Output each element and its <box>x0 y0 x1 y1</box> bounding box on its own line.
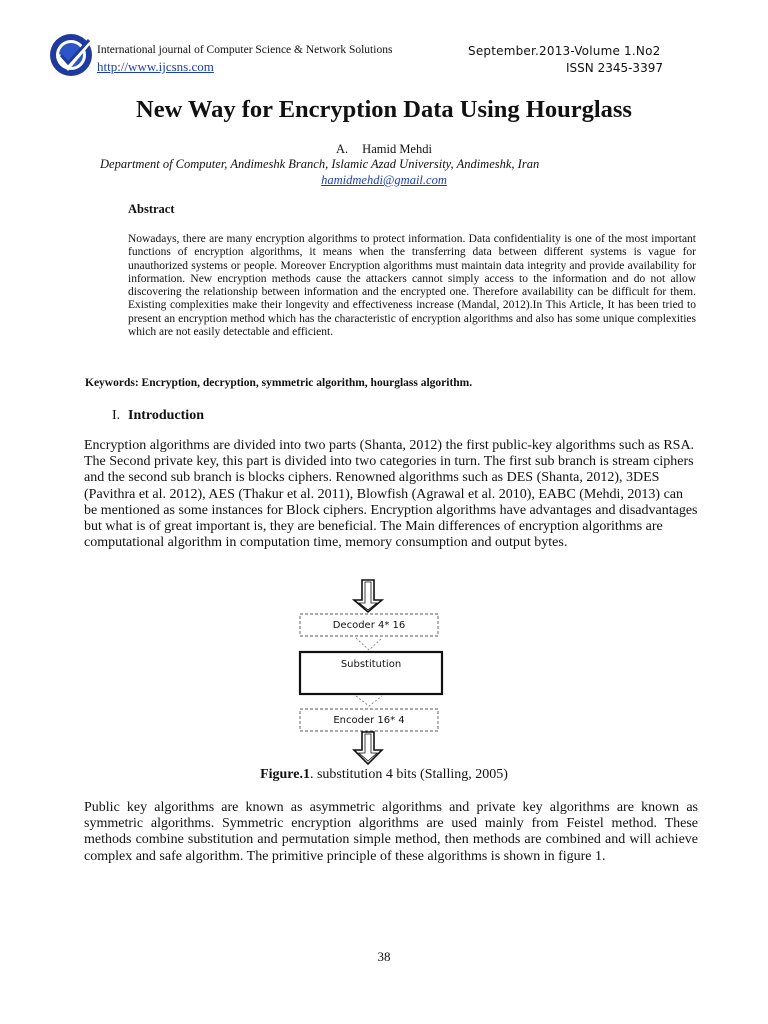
issue-info: September.2013-Volume 1.No2 <box>468 44 661 58</box>
figure-caption-text: . substitution 4 bits (Stalling, 2005) <box>309 767 508 782</box>
figure-label: Figure.1 <box>260 767 310 782</box>
body-paragraph-1: Encryption algorithms are divided into two parts (Shanta, 2012) the first public-key algorithms such as RSA. The Second private key, this part is divided into two categories in turn. The first sub branch is stream ciphers and the second sub branch is blocks ciphers. Renowned algorithms such as DES (Shanta, 2012), 3DES (Pavithra et al. 2012), AES (Thakur et al. 2011), Blowfish (Agrawal et al. 2010), EABC (Mehdi, 2013) can be mentioned as some instances for Block ciphers. Encryption algorithms have advantages and disadvantages but what is of great important is, they are beneficial. The Main differences of encryption algorithms are computational algorithm in computation time, memory consumption and output bytes. <box>84 438 698 551</box>
abstract-heading: Abstract <box>128 202 175 216</box>
issn: ISSN 2345-3397 <box>566 61 663 75</box>
author-name: Hamid Mehdi <box>362 142 432 156</box>
substitution-figure <box>290 578 460 766</box>
output-arrow-icon <box>354 732 382 764</box>
section-number: I. <box>112 408 121 423</box>
author-affiliation: Department of Computer, Andimeshk Branch, Islamic Azad University, Andimeshk, Iran <box>100 157 540 171</box>
journal-logo-checkmark-icon <box>46 30 96 80</box>
body-paragraph-2: Public key algorithms are known as asymmetric algorithms and private key algorithms are known as symmetric algorithms. Symmetric encryption algorithms are used mainly from Feistel method. These methods combine substitution and permutation simple method, then methods are combined and will achieve complex and safe algorithm. The primitive principle of these algorithms is shown in figure 1. <box>84 800 698 864</box>
abstract-text: Nowadays, there are many encryption algorithms to protect information. Data confidentiality is one of the most important functions of encryption algorithms, it means when the transferring data between different systems is vague for unauthorized systems or people. Moreover Encryption algorithms must maintain data integrity and provide availability for information. New encryption methods cause the attackers cannot simply access to the information and do not allow discovering the relationship between information and the encrypted one. Therefore availability can be difficult for them. Existing complexities make their longevity and effectiveness increase (Mandal, 2012).In This Article, It has been tried to present an encryption method which has the characteristic of encryption algorithms and also has some unique complexities which are not easily detectable and efficient. <box>128 233 696 339</box>
journal-name: International journal of Computer Science & Network Solutions <box>97 44 393 56</box>
figure-caption <box>0 767 768 783</box>
author-number: A. <box>336 142 349 156</box>
section-title: Introduction <box>128 408 204 423</box>
page-number: 38 <box>377 949 391 964</box>
paper-title: New Way for Encryption Data Using Hourglass <box>136 96 632 123</box>
encoder-label: Encoder 16* 4 <box>333 715 405 726</box>
author-email-link[interactable]: hamidmehdi@gmail.com <box>321 173 447 187</box>
input-arrow-icon <box>354 580 382 612</box>
decoder-label: Decoder 4* 16 <box>332 620 406 631</box>
author-line <box>0 142 768 157</box>
keywords: Keywords: Encryption, decryption, symmetric algorithm, hourglass algorithm. <box>85 377 473 389</box>
journal-url-link[interactable]: http://www.ijcsns.com <box>97 59 214 74</box>
substitution-label: Substitution <box>340 659 402 670</box>
